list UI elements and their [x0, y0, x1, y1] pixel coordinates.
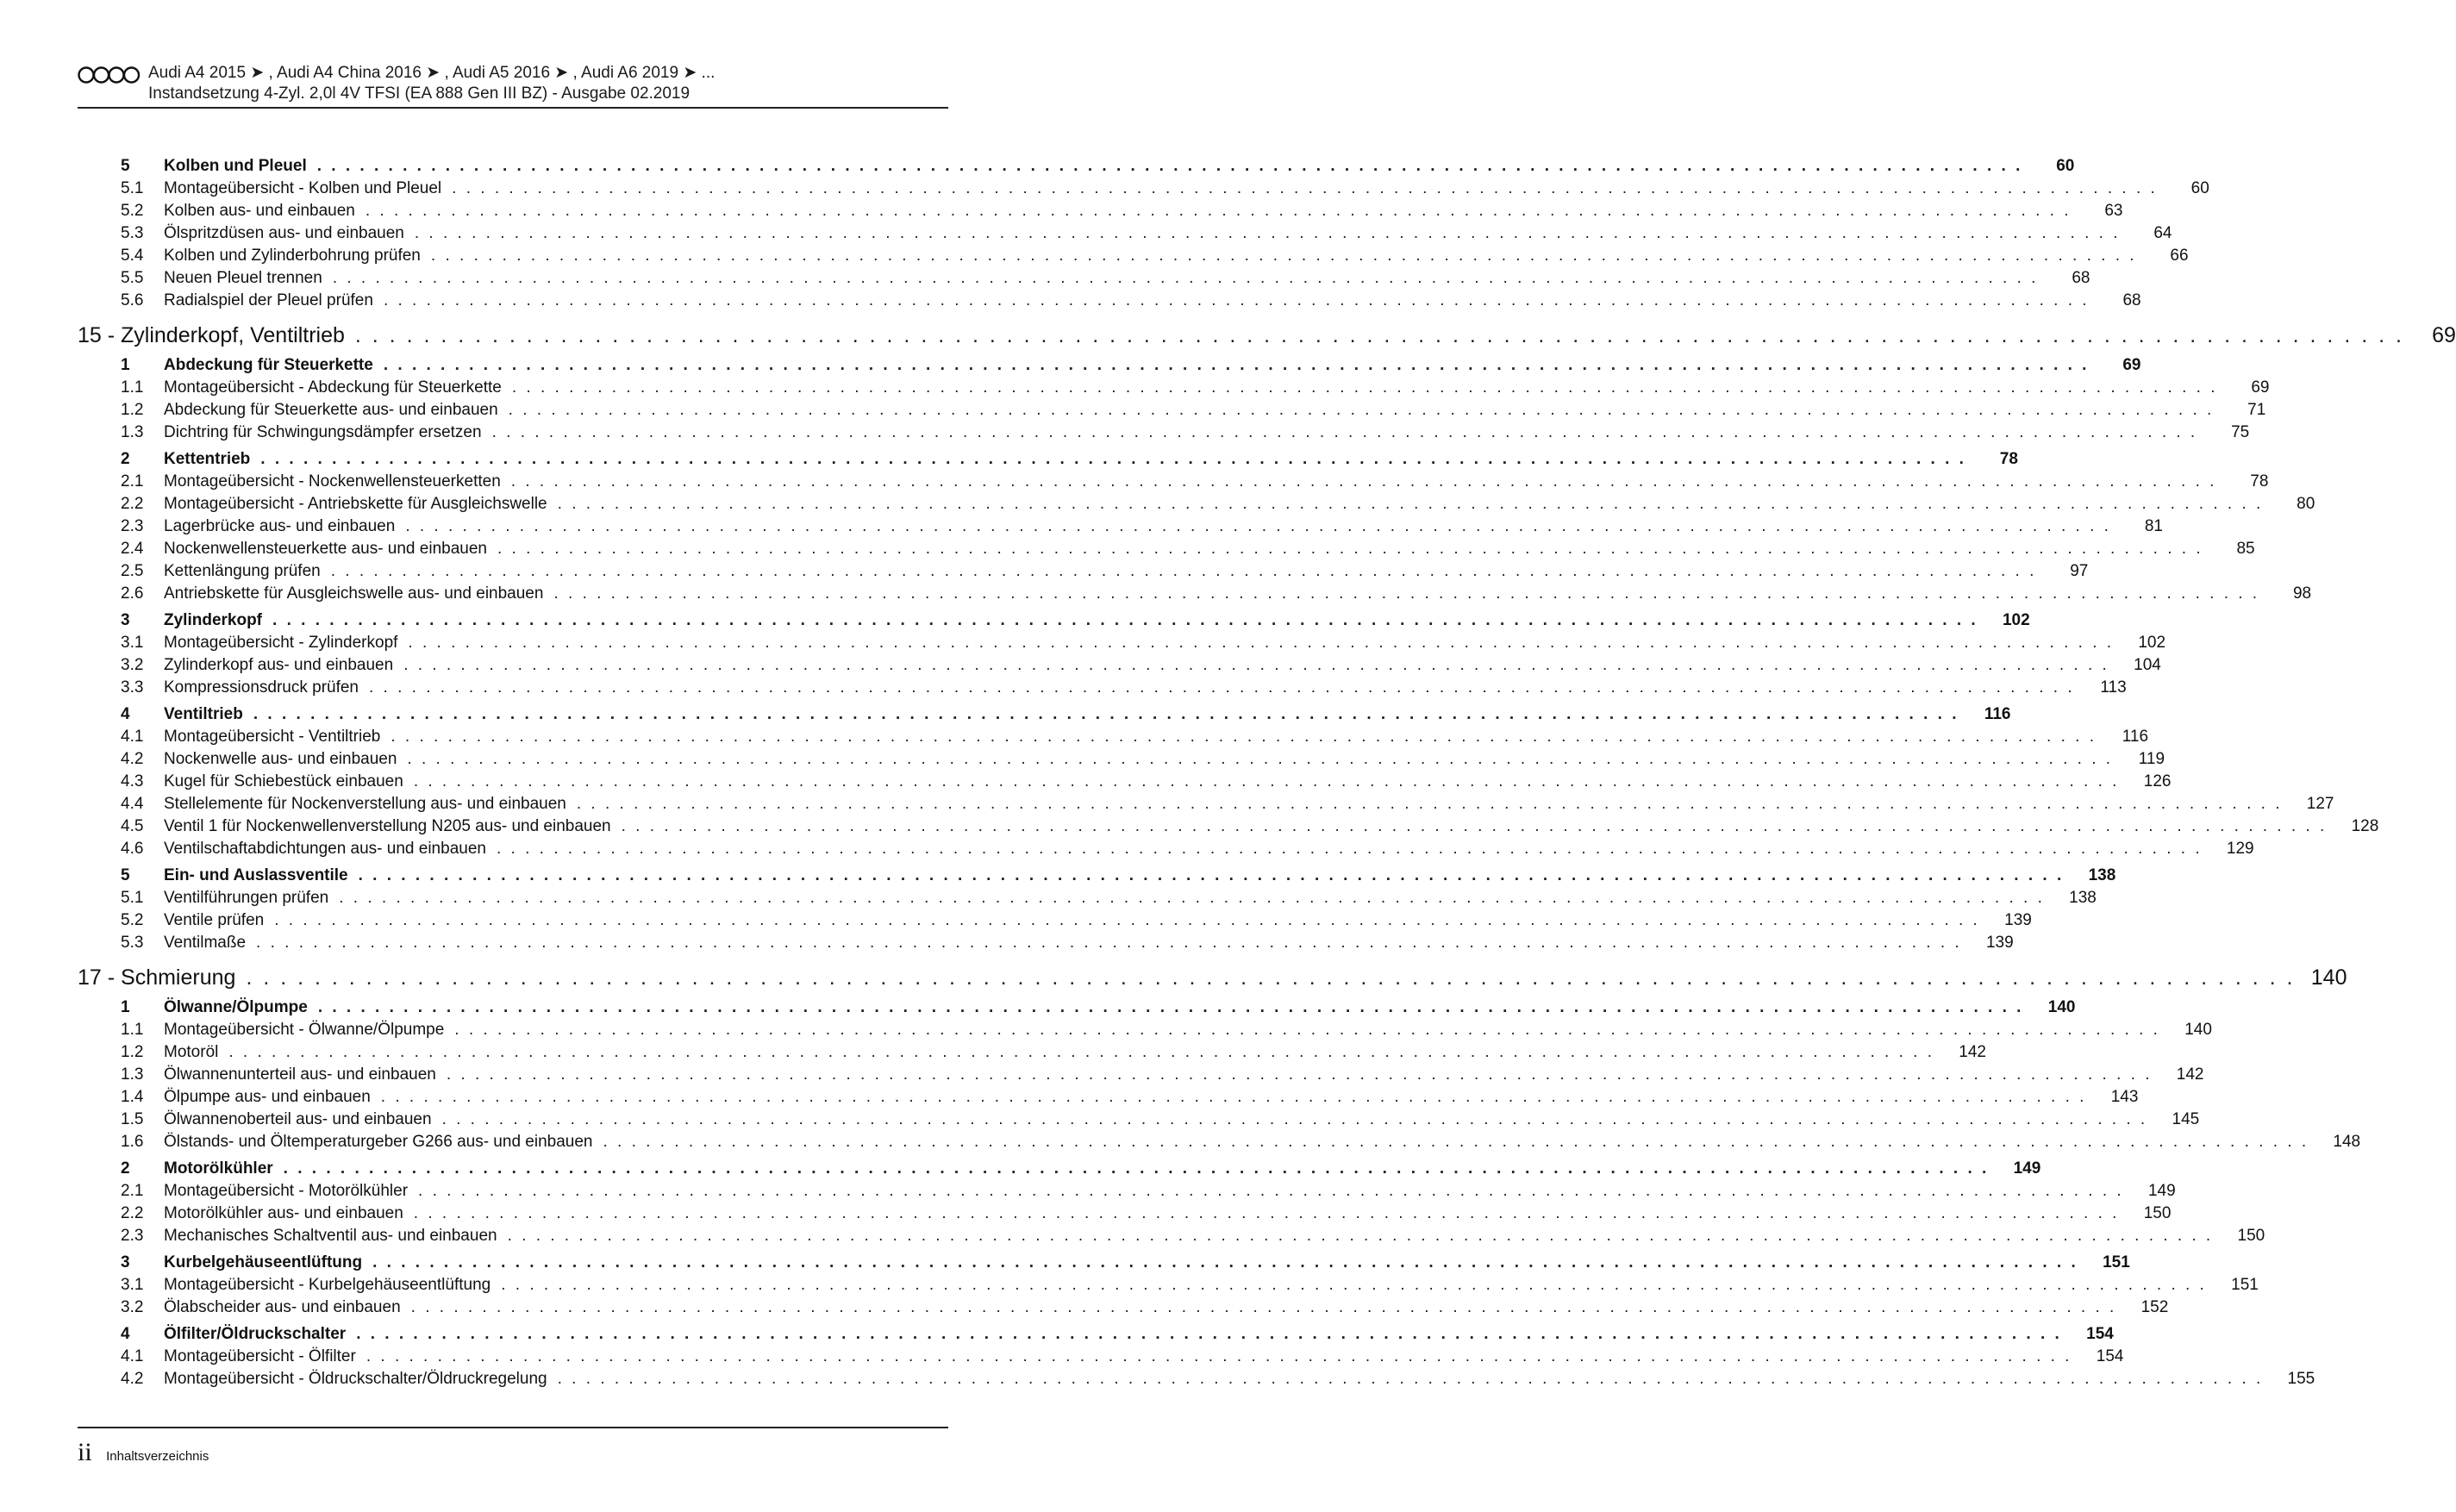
dot-leader: . . . . . . . . . . . . . . . . . . . . . . . . . . . . . . . . . . . . . . . . . . . . . . . . . . . . . . . . . . . . . . . . . . . . . . . . . . . . . . . . . . . . . . . . . . . . . . . . . . . . . . . . . . . . . . . . . . . . . . . . [228, 1043, 1934, 1061]
toc-page-number: 138 [2088, 866, 2116, 884]
toc-number: 5.1 [121, 179, 144, 197]
toc-title: Radialspiel der Pleuel prüfen [164, 291, 373, 309]
dot-leader: . . . . . . . . . . . . . . . . . . . . . . . . . . . . . . . . . . . . . . . . . . . . . . . . . . . . . . . . . . . . . . . . . . . . . . . . . . . . . . . . . . . . . . . . . . . . . . . . . . . . . . . . . . . . . . . . . . . . . . . . [414, 224, 2121, 242]
dot-leader: . . . . . . . . . . . . . . . . . . . . . . . . . . . . . . . . . . . . . . . . . . . . . . . . . . . . . . . . . . . . . . . . . . . . . . . . . . . . . . . . . . . . . . . . . . . . . . . . . . . . . . . . . . . . . . . . . . . . . . . . [405, 517, 2111, 535]
toc-chapter[interactable] [78, 321, 2456, 350]
toc-page-number: 154 [2086, 1325, 2114, 1343]
toc-number: 2.5 [121, 562, 144, 580]
toc-page-number: 80 [2297, 495, 2315, 513]
dot-leader: . . . . . . . . . . . . . . . . . . . . . . . . . . . . . . . . . . . . . . . . . . . . . . . . . . . . . . . . . . . . . . . . . . . . . . . . . . . . . . . . . . . . . . . . . . . . . . . . . . . . . . . . . . . . . . . . . . . . . . . . [408, 634, 2115, 652]
toc-number: 1.2 [121, 401, 144, 419]
toc-number: 5.5 [121, 269, 144, 287]
toc-section[interactable] [78, 155, 2075, 178]
toc-page-number: 138 [2069, 889, 2097, 907]
dot-leader: . . . . . . . . . . . . . . . . . . . . . . . . . . . . . . . . . . . . . . . . . . . . . . . . . . . . . . . . . . . . . . . . . . . . . . . . . . . . . . . . . . . . . . . . . . . . . . . . . . . . . . . . . . . . . . . . . . . . . . . . [553, 584, 2260, 603]
footer-page-number: ii [78, 1438, 92, 1466]
toc-title: Ölfilter/Öldruckschalter [164, 1325, 347, 1343]
toc-entry[interactable] [78, 1041, 1986, 1064]
toc-entry[interactable] [78, 1225, 2265, 1247]
toc-entry[interactable] [78, 1274, 2259, 1296]
dot-leader: . . . . . . . . . . . . . . . . . . . . . . . . . . . . . . . . . . . . . . . . . . . . . . . . . . . . . . . . . . . . . . . . . . . . . . . . . . . . . . . . . . . . . . . . . . . . . . . . . . . . . . . . . . . . . . . . . . . . . . . . [501, 1276, 2207, 1294]
toc-page-number: 140 [2184, 1021, 2212, 1039]
dot-leader: . . . . . . . . . . . . . . . . . . . . . . . . . . . . . . . . . . . . . . . . . . . . . . . . . . . . . . . . . . . . . . . . . . . . . . . . . . . . . . . . . . . . . . . . . . . . . . . . . . . . . . . . . . . . . . . . . . . . . . . . [256, 934, 1962, 952]
dot-leader: . . . . . . . . . . . . . . . . . . . . . . . . . . . . . . . . . . . . . . . . . . . . . . . . . . . . . . . . . . . . . . . . . . . . . . . . . . . . . . . . . . . . . . . . . . . . . . . . . . . . . . . . . . . . . . . . . . . . . . . . [246, 965, 2296, 990]
toc-title: Zylinderkopf [164, 611, 263, 629]
dot-leader: . . . . . . . . . . . . . . . . . . . . . . . . . . . . . . . . . . . . . . . . . . . . . . . . . . . . . . . . . . . . . . . . . . . . . . . . . . . . . . . . . . . . . . . . . . . . . . . . . . . . . . . . . . . . . . . . . . . . . . . . [508, 401, 2215, 419]
toc-title: Zylinderkopf aus- und einbauen [164, 656, 394, 674]
toc-entry[interactable] [78, 815, 2379, 838]
toc-number: 5.3 [121, 224, 144, 242]
dot-leader: . . . . . . . . . . . . . . . . . . . . . . . . . . . . . . . . . . . . . . . . . . . . . . . . . . . . . . . . . . . . . . . . . . . . . . . . . . . . . . . . . . . . . . . . . . . . . . . . . . . . . . . . . . . . . . . . . . . . . . . . [452, 179, 2158, 197]
toc-entry[interactable] [78, 1346, 2124, 1368]
toc-number: 3 [121, 1253, 130, 1271]
toc-page-number: 69 [2122, 356, 2141, 374]
toc-title: Montageübersicht - Ölfilter [164, 1347, 356, 1365]
toc-entry[interactable] [78, 399, 2266, 422]
toc-title: Ölstands- und Öltemperaturgeber G266 aus- und einbauen [164, 1133, 593, 1151]
dot-leader: . . . . . . . . . . . . . . . . . . . . . . . . . . . . . . . . . . . . . . . . . . . . . . . . . . . . . . . . . . . . . . . . . . . . . . . . . . . . . . . . . . . . . . . . . . . . . . . . . . . . . . . . . . . . . . . . . . . . . . . . [418, 1182, 2124, 1200]
toc-title: Dichtring für Schwingungsdämpfer ersetzen [164, 423, 482, 441]
toc-entry[interactable] [78, 245, 2189, 267]
toc-page-number: 68 [2072, 269, 2090, 287]
dot-leader: . . . . . . . . . . . . . . . . . . . . . . . . . . . . . . . . . . . . . . . . . . . . . . . . . . . . . . . . . . . . . . . . . . . . . . . . . . . . . . . . . . . . . . . . . . . . . . . . . . . . . . . . . . . . . . . . . . . . . . . . [510, 472, 2217, 490]
toc-number: 5.4 [121, 247, 144, 265]
toc-section[interactable] [78, 997, 2076, 1019]
toc-page-number: 151 [2103, 1253, 2130, 1271]
toc-page-number: 129 [2226, 840, 2254, 858]
dot-leader: . . . . . . . . . . . . . . . . . . . . . . . . . . . . . . . . . . . . . . . . . . . . . . . . . . . . . . . . . . . . . . . . . . . . . . . . . . . . . . . . . . . . . . . . . . . . . . . . . . . . . . . . . . . . . . . . . . . . . . . . [383, 291, 2090, 309]
toc-entry[interactable] [78, 222, 2172, 245]
toc-number: 5.6 [121, 291, 144, 309]
toc-section[interactable] [78, 1158, 2041, 1180]
toc-title: Kolben und Zylinderbohrung prüfen [164, 247, 421, 265]
toc-number: 1 [121, 998, 130, 1016]
toc-page-number: 155 [2287, 1370, 2315, 1388]
toc-page-number: 102 [2138, 634, 2166, 652]
toc-title: Montageübersicht - Abdeckung für Steuerkette [164, 378, 502, 397]
toc-title: Ölabscheider aus- und einbauen [164, 1298, 401, 1316]
dot-leader: . . . . . . . . . . . . . . . . . . . . . . . . . . . . . . . . . . . . . . . . . . . . . . . . . . . . . . . . . . . . . . . . . . . . . . . . . . . . . . . . . . . . . . . . . . . . . . . . . . . . . . . . . . . . . . . . . . . . . . . . [369, 678, 2075, 697]
page-footer [78, 1438, 209, 1467]
toc-title: Kettentrieb [164, 450, 251, 468]
dot-leader: . . . . . . . . . . . . . . . . . . . . . . . . . . . . . . . . . . . . . . . . . . . . . . . . . . . . . . . . . . . . . . . . . . . . . . . . . . . . . . . . . . . . . . . . . . . . . . . . . . . . . . . . . . . . . . . . . . . . . . . . [621, 817, 2328, 835]
toc-section[interactable] [78, 1323, 2114, 1346]
toc-section[interactable] [78, 609, 2030, 632]
toc-page-number: 149 [2013, 1159, 2041, 1178]
toc-entry[interactable] [78, 632, 2166, 654]
toc-entry[interactable] [78, 178, 2209, 200]
toc-page-number: 60 [2056, 157, 2075, 175]
toc-entry[interactable] [78, 200, 2123, 222]
toc-page-number: 81 [2144, 517, 2163, 535]
dot-leader: . . . . . . . . . . . . . . . . . . . . . . . . . . . . . . . . . . . . . . . . . . . . . . . . . . . . . . . . . . . . . . . . . . . . . . . . . . . . . . . . . . . . . . . . . . . . . . . . . . . . . . . . . . . . . . . . . . . . . . . . [332, 269, 2039, 287]
dot-leader: . . . . . . . . . . . . . . . . . . . . . . . . . . . . . . . . . . . . . . . . . . . . . . . . . . . . . . . . . . . . . . . . . . . . . . . . . . . . . . . . . . . . . . . . . . . . . . . . . . . . . . . . . . . . . . . . . . . . . . . . [274, 911, 1980, 929]
dot-leader: . . . . . . . . . . . . . . . . . . . . . . . . . . . . . . . . . . . . . . . . . . . . . . . . . . . . . . . . . . . . . . . . . . . . . . . . . . . . . . . . . . . . . . . . . . . . . . . . . . . . . . . . . . . . . . . . . . . . . . . . [317, 998, 2024, 1016]
toc-entry[interactable] [78, 1203, 2172, 1225]
table-of-contents [78, 155, 2456, 1390]
toc-title: Ventilführungen prüfen [164, 889, 329, 907]
toc-entry[interactable] [78, 538, 2255, 560]
toc-title: Kurbelgehäuseentlüftung [164, 1253, 363, 1271]
toc-title: Ventilmaße [164, 934, 247, 952]
toc-entry[interactable] [78, 838, 2254, 860]
toc-number: 2 [121, 450, 130, 468]
toc-page-number: 126 [2143, 772, 2172, 790]
toc-page-number: 102 [2002, 611, 2030, 629]
dot-leader: . . . . . . . . . . . . . . . . . . . . . . . . . . . . . . . . . . . . . . . . . . . . . . . . . . . . . . . . . . . . . . . . . . . . . . . . . . . . . . . . . . . . . . . . . . . . . . . . . . . . . . . . . . . . . . . . . . . . . . . . [446, 1065, 2153, 1084]
toc-entry[interactable] [78, 471, 2269, 493]
toc-title: 17 - Schmierung [78, 965, 236, 990]
toc-page-number: 140 [2047, 998, 2076, 1016]
toc-number: 3.2 [121, 656, 144, 674]
toc-entry[interactable] [78, 1019, 2212, 1041]
toc-page-number: 150 [2143, 1204, 2172, 1222]
toc-number: 4.3 [121, 772, 144, 790]
toc-page-number: 85 [2236, 540, 2255, 558]
toc-chapter[interactable] [78, 963, 2347, 992]
footer-label: Inhaltsverzeichnis [106, 1449, 209, 1464]
toc-number: 2 [121, 1159, 130, 1178]
toc-title: Abdeckung für Steuerkette aus- und einbauen [164, 401, 498, 419]
toc-title: Kettenlängung prüfen [164, 562, 321, 580]
toc-section[interactable] [78, 448, 2018, 471]
toc-number: 3.1 [121, 1276, 144, 1294]
toc-page-number: 142 [1959, 1043, 1986, 1061]
toc-title: Montageübersicht - Kolben und Pleuel [164, 179, 442, 197]
toc-entry[interactable] [78, 422, 2250, 444]
dot-leader: . . . . . . . . . . . . . . . . . . . . . . . . . . . . . . . . . . . . . . . . . . . . . . . . . . . . . . . . . . . . . . . . . . . . . . . . . . . . . . . . . . . . . . . . . . . . . . . . . . . . . . . . . . . . . . . . . . . . . . . . [354, 323, 2404, 347]
footer-divider [78, 1427, 948, 1428]
toc-title: Ölspritzdüsen aus- und einbauen [164, 224, 404, 242]
toc-entry[interactable] [78, 1109, 2200, 1131]
toc-entry[interactable] [78, 560, 2089, 583]
toc-number: 4.1 [121, 1347, 144, 1365]
toc-title: Ventile prüfen [164, 911, 265, 929]
toc-section[interactable] [78, 354, 2141, 377]
toc-number: 1.1 [121, 1021, 144, 1039]
toc-page-number: 140 [2310, 965, 2347, 990]
toc-number: 5.2 [121, 911, 144, 929]
toc-page-number: 127 [2306, 795, 2334, 813]
toc-title: Nockenwellensteuerkette aus- und einbauen [164, 540, 487, 558]
toc-number: 3.2 [121, 1298, 144, 1316]
toc-title: Abdeckung für Steuerkette [164, 356, 373, 374]
toc-number: 2.2 [121, 1204, 144, 1222]
toc-number: 4 [121, 1325, 130, 1343]
toc-number: 4.2 [121, 750, 144, 768]
toc-number: 2.1 [121, 472, 144, 490]
toc-number: 2.1 [121, 1182, 144, 1200]
toc-entry[interactable] [78, 932, 2014, 954]
toc-page-number: 60 [2190, 179, 2209, 197]
toc-page-number: 69 [2251, 378, 2270, 397]
toc-number: 5.2 [121, 202, 144, 220]
toc-entry[interactable] [78, 1131, 2361, 1153]
toc-page-number: 63 [2104, 202, 2123, 220]
toc-title: Nockenwelle aus- und einbauen [164, 750, 397, 768]
toc-entry[interactable] [78, 1086, 2139, 1109]
dot-leader: . . . . . . . . . . . . . . . . . . . . . . . . . . . . . . . . . . . . . . . . . . . . . . . . . . . . . . . . . . . . . . . . . . . . . . . . . . . . . . . . . . . . . . . . . . . . . . . . . . . . . . . . . . . . . . . . . . . . . . . . [497, 540, 2203, 558]
dot-leader: . . . . . . . . . . . . . . . . . . . . . . . . . . . . . . . . . . . . . . . . . . . . . . . . . . . . . . . . . . . . . . . . . . . . . . . . . . . . . . . . . . . . . . . . . . . . . . . . . . . . . . . . . . . . . . . . . . . . . . . . [358, 866, 2065, 884]
dot-leader: . . . . . . . . . . . . . . . . . . . . . . . . . . . . . . . . . . . . . . . . . . . . . . . . . . . . . . . . . . . . . . . . . . . . . . . . . . . . . . . . . . . . . . . . . . . . . . . . . . . . . . . . . . . . . . . . . . . . . . . . [380, 1088, 2087, 1106]
toc-title: Neuen Pleuel trennen [164, 269, 322, 287]
toc-title: Montageübersicht - Kurbelgehäuseentlüftung [164, 1276, 491, 1294]
toc-page-number: 113 [2100, 678, 2127, 697]
dot-leader: . . . . . . . . . . . . . . . . . . . . . . . . . . . . . . . . . . . . . . . . . . . . . . . . . . . . . . . . . . . . . . . . . . . . . . . . . . . . . . . . . . . . . . . . . . . . . . . . . . . . . . . . . . . . . . . . . . . . . . . . [410, 1298, 2117, 1316]
toc-page-number: 71 [2247, 401, 2266, 419]
toc-page-number: 98 [2292, 584, 2312, 603]
dot-leader: . . . . . . . . . . . . . . . . . . . . . . . . . . . . . . . . . . . . . . . . . . . . . . . . . . . . . . . . . . . . . . . . . . . . . . . . . . . . . . . . . . . . . . . . . . . . . . . . . . . . . . . . . . . . . . . . . . . . . . . . [272, 611, 1978, 629]
toc-page-number: 104 [2134, 656, 2161, 674]
toc-entry[interactable] [78, 377, 2270, 399]
toc-page-number: 116 [2122, 728, 2149, 746]
toc-page-number: 116 [1984, 705, 2011, 723]
toc-title: Ein- und Auslassventile [164, 866, 348, 884]
dot-leader: . . . . . . . . . . . . . . . . . . . . . . . . . . . . . . . . . . . . . . . . . . . . . . . . . . . . . . . . . . . . . . . . . . . . . . . . . . . . . . . . . . . . . . . . . . . . . . . . . . . . . . . . . . . . . . . . . . . . . . . . [372, 1253, 2078, 1271]
toc-title: Stellelemente für Nockenverstellung aus- und einbauen [164, 795, 566, 813]
toc-title: Motorölkühler aus- und einbauen [164, 1204, 403, 1222]
dot-leader: . . . . . . . . . . . . . . . . . . . . . . . . . . . . . . . . . . . . . . . . . . . . . . . . . . . . . . . . . . . . . . . . . . . . . . . . . . . . . . . . . . . . . . . . . . . . . . . . . . . . . . . . . . . . . . . . . . . . . . . . [454, 1021, 2160, 1039]
dot-leader: . . . . . . . . . . . . . . . . . . . . . . . . . . . . . . . . . . . . . . . . . . . . . . . . . . . . . . . . . . . . . . . . . . . . . . . . . . . . . . . . . . . . . . . . . . . . . . . . . . . . . . . . . . . . . . . . . . . . . . . . [413, 1204, 2120, 1222]
dot-leader: . . . . . . . . . . . . . . . . . . . . . . . . . . . . . . . . . . . . . . . . . . . . . . . . . . . . . . . . . . . . . . . . . . . . . . . . . . . . . . . . . . . . . . . . . . . . . . . . . . . . . . . . . . . . . . . . . . . . . . . . [253, 705, 1959, 723]
dot-leader: . . . . . . . . . . . . . . . . . . . . . . . . . . . . . . . . . . . . . . . . . . . . . . . . . . . . . . . . . . . . . . . . . . . . . . . . . . . . . . . . . . . . . . . . . . . . . . . . . . . . . . . . . . . . . . . . . . . . . . . . [403, 656, 2109, 674]
toc-page-number: 150 [2237, 1227, 2265, 1245]
toc-number: 1.6 [121, 1133, 144, 1151]
toc-entry[interactable] [78, 909, 2032, 932]
toc-number: 2.2 [121, 495, 144, 513]
header-document-title: Instandsetzung 4-Zyl. 2,0l 4V TFSI (EA 888 Gen III BZ) - Ausgabe 02.2019 [148, 84, 691, 103]
toc-page-number: 139 [2004, 911, 2032, 929]
dot-leader: . . . . . . . . . . . . . . . . . . . . . . . . . . . . . . . . . . . . . . . . . . . . . . . . . . . . . . . . . . . . . . . . . . . . . . . . . . . . . . . . . . . . . . . . . . . . . . . . . . . . . . . . . . . . . . . . . . . . . . . . [383, 356, 2090, 374]
toc-page-number: 66 [2170, 247, 2189, 265]
toc-entry[interactable] [78, 726, 2149, 748]
dot-leader: . . . . . . . . . . . . . . . . . . . . . . . . . . . . . . . . . . . . . . . . . . . . . . . . . . . . . . . . . . . . . . . . . . . . . . . . . . . . . . . . . . . . . . . . . . . . . . . . . . . . . . . . . . . . . . . . . . . . . . . . [413, 772, 2120, 790]
toc-number: 4.4 [121, 795, 144, 813]
toc-title: Kompressionsdruck prüfen [164, 678, 359, 697]
toc-page-number: 151 [2231, 1276, 2259, 1294]
toc-number: 4.6 [121, 840, 144, 858]
toc-title: Ventiltrieb [164, 705, 243, 723]
toc-title: Montageübersicht - Antriebskette für Ausgleichswelle [164, 495, 547, 513]
toc-number: 1.3 [121, 423, 144, 441]
toc-number: 1.1 [121, 378, 144, 397]
toc-number: 4.2 [121, 1370, 144, 1388]
toc-number: 2.4 [121, 540, 144, 558]
toc-page-number: 64 [2153, 224, 2172, 242]
toc-title: Ölpumpe aus- und einbauen [164, 1088, 371, 1106]
toc-page-number: 139 [1985, 934, 2014, 952]
toc-number: 1.3 [121, 1065, 144, 1084]
toc-title: Ölwannenunterteil aus- und einbauen [164, 1065, 436, 1084]
toc-page-number: 145 [2172, 1110, 2200, 1128]
toc-entry[interactable] [78, 515, 2163, 538]
toc-page-number: 78 [2250, 472, 2269, 490]
toc-title: Montageübersicht - Öldruckschalter/Öldruckregelung [164, 1370, 547, 1388]
toc-title: Motorölkühler [164, 1159, 273, 1178]
dot-leader: . . . . . . . . . . . . . . . . . . . . . . . . . . . . . . . . . . . . . . . . . . . . . . . . . . . . . . . . . . . . . . . . . . . . . . . . . . . . . . . . . . . . . . . . . . . . . . . . . . . . . . . . . . . . . . . . . . . . . . . . [391, 728, 2097, 746]
header-models: Audi A4 2015 ➤ , Audi A4 China 2016 ➤ , Audi A5 2016 ➤ , Audi A6 2019 ➤ ... [148, 64, 716, 82]
toc-entry[interactable] [78, 887, 2097, 909]
toc-title: Montageübersicht - Nockenwellensteuerketten [164, 472, 501, 490]
dot-leader: . . . . . . . . . . . . . . . . . . . . . . . . . . . . . . . . . . . . . . . . . . . . . . . . . . . . . . . . . . . . . . . . . . . . . . . . . . . . . . . . . . . . . . . . . . . . . . . . . . . . . . . . . . . . . . . . . . . . . . . . [603, 1133, 2309, 1151]
header-divider [78, 107, 948, 109]
dot-leader: . . . . . . . . . . . . . . . . . . . . . . . . . . . . . . . . . . . . . . . . . . . . . . . . . . . . . . . . . . . . . . . . . . . . . . . . . . . . . . . . . . . . . . . . . . . . . . . . . . . . . . . . . . . . . . . . . . . . . . . . [430, 247, 2137, 265]
toc-number: 2.3 [121, 517, 144, 535]
dot-leader: . . . . . . . . . . . . . . . . . . . . . . . . . . . . . . . . . . . . . . . . . . . . . . . . . . . . . . . . . . . . . . . . . . . . . . . . . . . . . . . . . . . . . . . . . . . . . . . . . . . . . . . . . . . . . . . . . . . . . . . . [366, 1347, 2072, 1365]
toc-title: Montageübersicht - Ölwanne/Ölpumpe [164, 1021, 445, 1039]
dot-leader: . . . . . . . . . . . . . . . . . . . . . . . . . . . . . . . . . . . . . . . . . . . . . . . . . . . . . . . . . . . . . . . . . . . . . . . . . . . . . . . . . . . . . . . . . . . . . . . . . . . . . . . . . . . . . . . . . . . . . . . . [557, 1370, 2264, 1388]
toc-page-number: 119 [2138, 750, 2165, 768]
toc-title: Antriebskette für Ausgleichswelle aus- und einbauen [164, 584, 544, 603]
toc-number: 4.5 [121, 817, 144, 835]
dot-leader: . . . . . . . . . . . . . . . . . . . . . . . . . . . . . . . . . . . . . . . . . . . . . . . . . . . . . . . . . . . . . . . . . . . . . . . . . . . . . . . . . . . . . . . . . . . . . . . . . . . . . . . . . . . . . . . . . . . . . . . . [441, 1110, 2148, 1128]
toc-title: Montageübersicht - Zylinderkopf [164, 634, 398, 652]
dot-leader: . . . . . . . . . . . . . . . . . . . . . . . . . . . . . . . . . . . . . . . . . . . . . . . . . . . . . . . . . . . . . . . . . . . . . . . . . . . . . . . . . . . . . . . . . . . . . . . . . . . . . . . . . . . . . . . . . . . . . . . . [260, 450, 1966, 468]
toc-entry[interactable] [78, 677, 2127, 699]
toc-number: 2.6 [121, 584, 144, 603]
toc-title: Ventil 1 für Nockenwellenverstellung N205 aus- und einbauen [164, 817, 611, 835]
toc-page-number: 154 [2096, 1347, 2124, 1365]
toc-page-number: 128 [2351, 817, 2379, 835]
dot-leader: . . . . . . . . . . . . . . . . . . . . . . . . . . . . . . . . . . . . . . . . . . . . . . . . . . . . . . . . . . . . . . . . . . . . . . . . . . . . . . . . . . . . . . . . . . . . . . . . . . . . . . . . . . . . . . . . . . . . . . . . [576, 795, 2283, 813]
toc-entry[interactable] [78, 1296, 2169, 1319]
toc-entry[interactable] [78, 771, 2172, 793]
toc-entry[interactable] [78, 583, 2312, 605]
toc-page-number: 68 [2122, 291, 2141, 309]
toc-title: Montageübersicht - Ventiltrieb [164, 728, 381, 746]
toc-page-number: 149 [2147, 1182, 2176, 1200]
toc-entry[interactable] [78, 1180, 2176, 1203]
dot-leader: . . . . . . . . . . . . . . . . . . . . . . . . . . . . . . . . . . . . . . . . . . . . . . . . . . . . . . . . . . . . . . . . . . . . . . . . . . . . . . . . . . . . . . . . . . . . . . . . . . . . . . . . . . . . . . . . . . . . . . . . [407, 750, 2114, 768]
toc-number: 5 [121, 866, 130, 884]
toc-title: 15 - Zylinderkopf, Ventiltrieb [78, 323, 345, 347]
toc-title: Kolben und Pleuel [164, 157, 307, 175]
dot-leader: . . . . . . . . . . . . . . . . . . . . . . . . . . . . . . . . . . . . . . . . . . . . . . . . . . . . . . . . . . . . . . . . . . . . . . . . . . . . . . . . . . . . . . . . . . . . . . . . . . . . . . . . . . . . . . . . . . . . . . . . [316, 157, 2023, 175]
toc-page-number: 69 [2432, 323, 2456, 347]
toc-number: 5 [121, 157, 130, 175]
toc-page-number: 142 [2176, 1065, 2204, 1084]
dot-leader: . . . . . . . . . . . . . . . . . . . . . . . . . . . . . . . . . . . . . . . . . . . . . . . . . . . . . . . . . . . . . . . . . . . . . . . . . . . . . . . . . . . . . . . . . . . . . . . . . . . . . . . . . . . . . . . . . . . . . . . . [356, 1325, 2062, 1343]
toc-title: Kolben aus- und einbauen [164, 202, 355, 220]
toc-title: Ölwanne/Ölpumpe [164, 998, 308, 1016]
toc-number: 2.3 [121, 1227, 144, 1245]
dot-leader: . . . . . . . . . . . . . . . . . . . . . . . . . . . . . . . . . . . . . . . . . . . . . . . . . . . . . . . . . . . . . . . . . . . . . . . . . . . . . . . . . . . . . . . . . . . . . . . . . . . . . . . . . . . . . . . . . . . . . . . . [511, 378, 2218, 397]
toc-page-number: 78 [1999, 450, 2018, 468]
toc-entry[interactable] [78, 1368, 2315, 1390]
toc-section[interactable] [78, 1252, 2130, 1274]
toc-entry[interactable] [78, 1064, 2204, 1086]
toc-page-number: 97 [2070, 562, 2089, 580]
toc-number: 1.5 [121, 1110, 144, 1128]
dot-leader: . . . . . . . . . . . . . . . . . . . . . . . . . . . . . . . . . . . . . . . . . . . . . . . . . . . . . . . . . . . . . . . . . . . . . . . . . . . . . . . . . . . . . . . . . . . . . . . . . . . . . . . . . . . . . . . . . . . . . . . . [339, 889, 2045, 907]
toc-page-number: 143 [2110, 1088, 2139, 1106]
audi-rings-logo [78, 66, 140, 84]
toc-number: 3.3 [121, 678, 144, 697]
dot-leader: . . . . . . . . . . . . . . . . . . . . . . . . . . . . . . . . . . . . . . . . . . . . . . . . . . . . . . . . . . . . . . . . . . . . . . . . . . . . . . . . . . . . . . . . . . . . . . . . . . . . . . . . . . . . . . . . . . . . . . . . [557, 495, 2264, 513]
toc-entry[interactable] [78, 493, 2315, 515]
toc-number: 5.3 [121, 934, 144, 952]
toc-number: 1 [121, 356, 130, 374]
toc-title: Ventilschaftabdichtungen aus- und einbauen [164, 840, 486, 858]
toc-title: Lagerbrücke aus- und einbauen [164, 517, 396, 535]
dot-leader: . . . . . . . . . . . . . . . . . . . . . . . . . . . . . . . . . . . . . . . . . . . . . . . . . . . . . . . . . . . . . . . . . . . . . . . . . . . . . . . . . . . . . . . . . . . . . . . . . . . . . . . . . . . . . . . . . . . . . . . . [365, 202, 2072, 220]
toc-page-number: 152 [2140, 1298, 2169, 1316]
toc-section[interactable] [78, 865, 2116, 887]
dot-leader: . . . . . . . . . . . . . . . . . . . . . . . . . . . . . . . . . . . . . . . . . . . . . . . . . . . . . . . . . . . . . . . . . . . . . . . . . . . . . . . . . . . . . . . . . . . . . . . . . . . . . . . . . . . . . . . . . . . . . . . . [496, 840, 2203, 858]
toc-page-number: 148 [2333, 1133, 2361, 1151]
dot-leader: . . . . . . . . . . . . . . . . . . . . . . . . . . . . . . . . . . . . . . . . . . . . . . . . . . . . . . . . . . . . . . . . . . . . . . . . . . . . . . . . . . . . . . . . . . . . . . . . . . . . . . . . . . . . . . . . . . . . . . . . [491, 423, 2198, 441]
toc-title: Mechanisches Schaltventil aus- und einbauen [164, 1227, 497, 1245]
toc-number: 3.1 [121, 634, 144, 652]
toc-entry[interactable] [78, 654, 2161, 677]
toc-entry[interactable] [78, 793, 2334, 815]
toc-number: 4.1 [121, 728, 144, 746]
toc-title: Motoröl [164, 1043, 219, 1061]
dot-leader: . . . . . . . . . . . . . . . . . . . . . . . . . . . . . . . . . . . . . . . . . . . . . . . . . . . . . . . . . . . . . . . . . . . . . . . . . . . . . . . . . . . . . . . . . . . . . . . . . . . . . . . . . . . . . . . . . . . . . . . . [330, 562, 2037, 580]
toc-title: Ölwannenoberteil aus- und einbauen [164, 1110, 432, 1128]
dot-leader: . . . . . . . . . . . . . . . . . . . . . . . . . . . . . . . . . . . . . . . . . . . . . . . . . . . . . . . . . . . . . . . . . . . . . . . . . . . . . . . . . . . . . . . . . . . . . . . . . . . . . . . . . . . . . . . . . . . . . . . . [283, 1159, 1990, 1178]
toc-entry[interactable] [78, 267, 2090, 290]
toc-number: 1.4 [121, 1088, 144, 1106]
toc-entry[interactable] [78, 290, 2141, 312]
toc-number: 1.2 [121, 1043, 144, 1061]
toc-page-number: 75 [2231, 423, 2250, 441]
dot-leader: . . . . . . . . . . . . . . . . . . . . . . . . . . . . . . . . . . . . . . . . . . . . . . . . . . . . . . . . . . . . . . . . . . . . . . . . . . . . . . . . . . . . . . . . . . . . . . . . . . . . . . . . . . . . . . . . . . . . . . . . [507, 1227, 2214, 1245]
toc-section[interactable] [78, 703, 2011, 726]
toc-title: Montageübersicht - Motorölkühler [164, 1182, 409, 1200]
toc-number: 4 [121, 705, 130, 723]
toc-entry[interactable] [78, 748, 2165, 771]
toc-title: Kugel für Schiebestück einbauen [164, 772, 403, 790]
toc-number: 5.1 [121, 889, 144, 907]
toc-number: 3 [121, 611, 130, 629]
